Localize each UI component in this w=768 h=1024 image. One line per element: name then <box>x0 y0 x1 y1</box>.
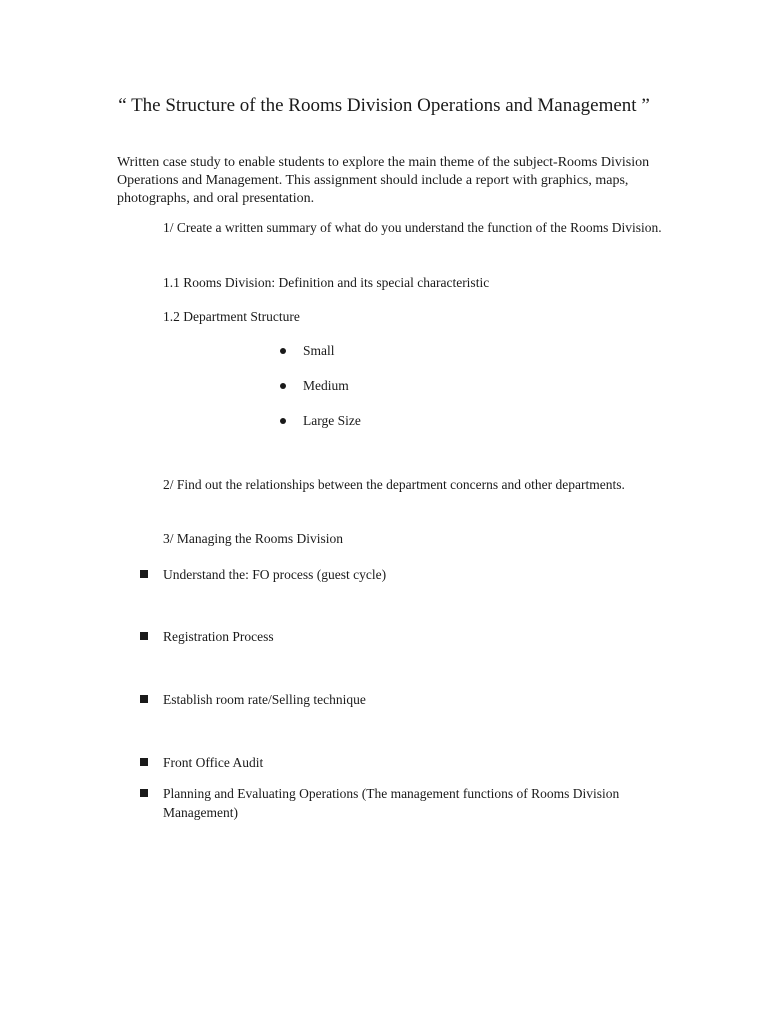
managing-item-room-rate <box>140 690 660 709</box>
section-1-2-heading: 1.2 Department Structure <box>163 309 300 324</box>
square-bullet-icon <box>140 632 148 640</box>
managing-item-fo-process <box>140 565 660 584</box>
bullet-dot-icon <box>280 383 286 389</box>
square-bullet-icon <box>140 789 148 797</box>
managing-item-registration <box>140 627 660 646</box>
list-item-label: Small <box>303 343 335 358</box>
list-item-label: Medium <box>303 378 349 393</box>
list-item-medium <box>280 376 349 396</box>
list-item-label: Registration Process <box>163 629 274 644</box>
square-bullet-icon <box>140 695 148 703</box>
square-bullet-icon <box>140 758 148 766</box>
managing-item-planning <box>140 784 660 822</box>
list-item-small <box>280 341 335 361</box>
document-title: “ The Structure of the Rooms Division Operations and Management ” <box>118 95 650 116</box>
intro-paragraph: Written case study to enable students to explore the main theme of the subject-Rooms Division Operations and Management. This assignment should include a report with graphics, maps, photographs, and oral presentation. <box>117 155 650 206</box>
section-1-heading: 1/ Create a written summary of what do you understand the function of the Rooms Division. <box>163 220 662 235</box>
section-3-heading: 3/ Managing the Rooms Division <box>163 531 343 546</box>
square-bullet-icon <box>140 570 148 578</box>
section-2-heading: 2/ Find out the relationships between the department concerns and other departments. <box>163 477 625 492</box>
list-item-label: Front Office Audit <box>163 755 264 770</box>
managing-item-front-office-audit <box>140 753 660 772</box>
list-item-label: Large Size <box>303 413 361 428</box>
section-1-1-heading: 1.1 Rooms Division: Definition and its special characteristic <box>163 275 490 290</box>
list-item-label: Planning and Evaluating Operations (The management functions of Rooms Division Management) <box>163 786 620 820</box>
list-item-label: Establish room rate/Selling technique <box>163 692 366 707</box>
bullet-dot-icon <box>280 418 286 424</box>
list-item-large-size <box>280 411 361 431</box>
list-item-label: Understand the: FO process (guest cycle) <box>163 567 387 582</box>
bullet-dot-icon <box>280 348 286 354</box>
